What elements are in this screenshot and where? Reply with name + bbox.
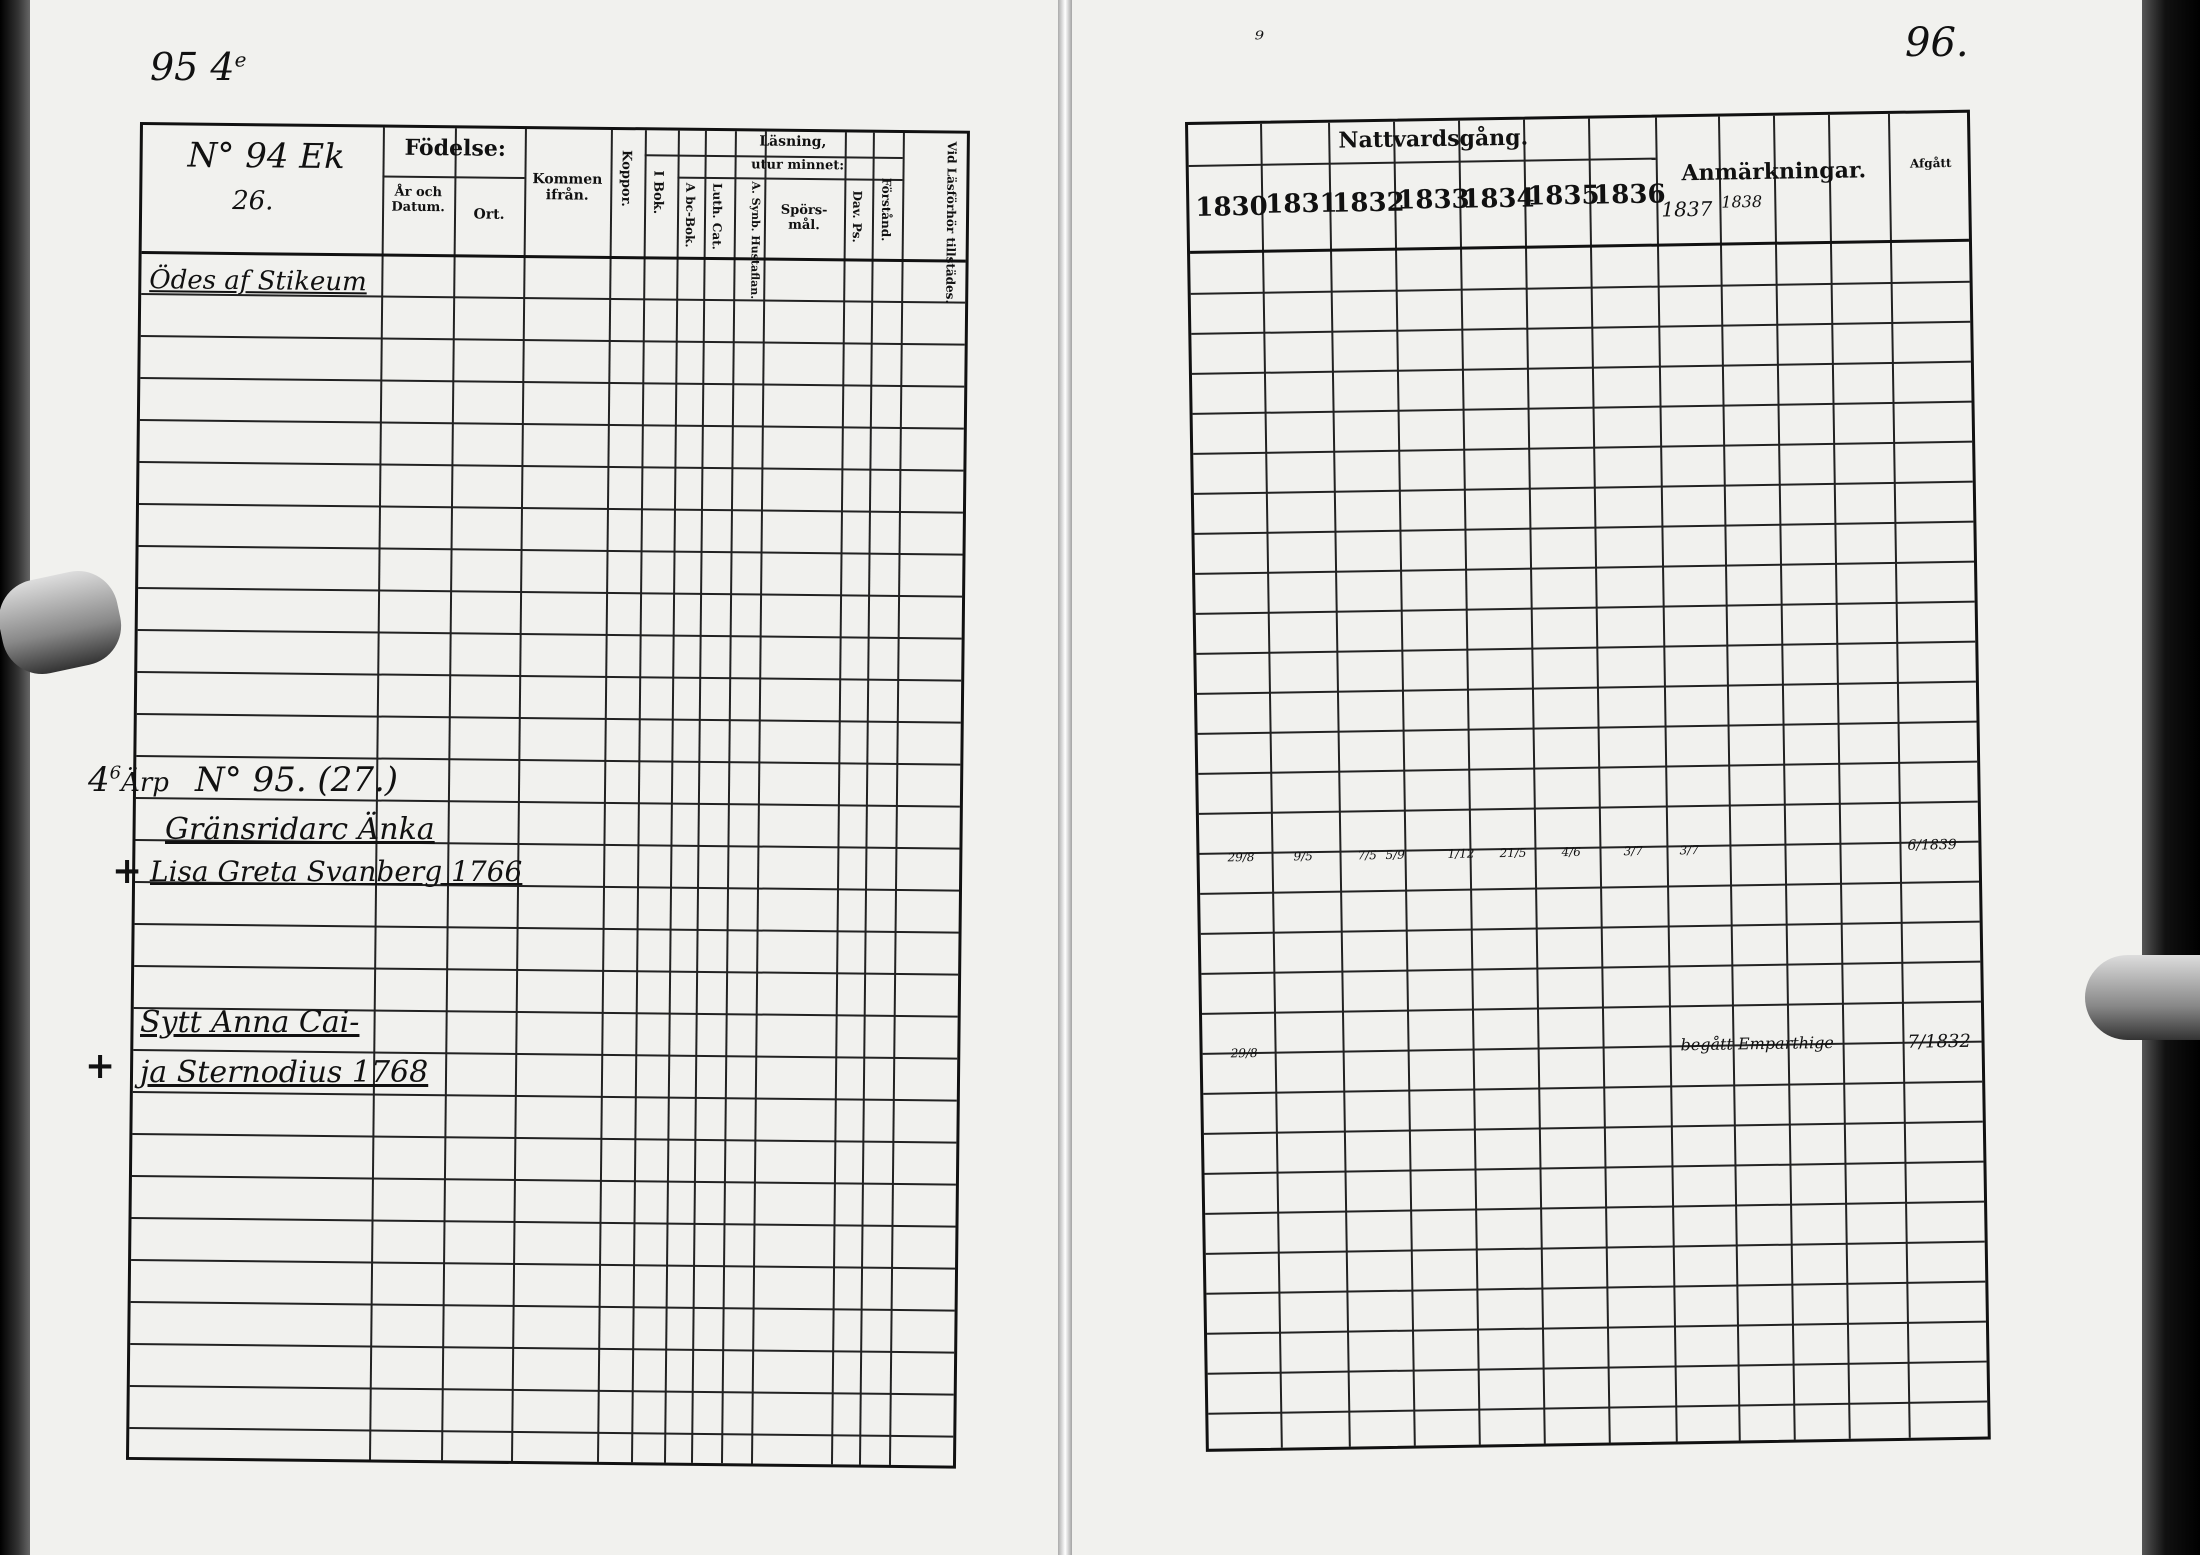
right-col-divider [1328,123,1351,1447]
right-ruled-row [1205,1201,1984,1215]
right-ruled-row [1200,881,1979,895]
header-nattvardsgang: Nattvardsgång. [1338,124,1529,154]
right-ruled-row [1203,1041,1982,1055]
row1-mark-1832a: 7/5 [1357,848,1377,863]
book-edge-right [2142,0,2200,1555]
year-1832: 1832 [1332,187,1405,219]
year-1834: 1834 [1462,183,1535,215]
left-col-divider [664,131,680,1463]
left-ruled-row [139,503,963,514]
right-ruled-row [1198,761,1977,775]
right-ruled-row [1192,361,1971,375]
right-col-divider [1523,120,1546,1444]
header-afgatt: Afgått [1909,155,1952,171]
row1-mark-1837: 3/7 [1679,843,1699,858]
right-col-divider [1655,118,1678,1442]
left-ruled-row [134,965,958,976]
header-ort: Ort. [473,206,505,223]
year-1835: 1835 [1526,180,1600,212]
right-ruled-row [1196,641,1975,655]
header-lasning: Läsning, [759,133,827,151]
row1-mark-1830: 29/8 [1227,849,1255,865]
left-ruled-row [132,1175,956,1186]
entry-95-cross1: + [112,850,143,892]
book-edge-left [0,0,30,1555]
right-ruled-row [1193,401,1972,415]
entry-95-line1: Gränsridarc Änka [165,812,435,847]
thumb-right [2085,955,2200,1040]
left-ruled-row [132,1217,956,1228]
row2-note: begått Emparthige [1680,1032,1834,1055]
left-col-divider [751,132,767,1464]
header-koppor: Koppor. [618,150,634,207]
entry-95-line2: Lisa Greta Svanberg 1766 [150,855,523,888]
left-ruled-row [131,1301,955,1312]
right-ruled-row [1191,321,1970,335]
right-ruled-row [1207,1321,1986,1335]
entry-95-margin: $4^6Ärp$ [88,760,169,800]
left-page-number: 95 4e [150,45,247,89]
left-col-divider [441,128,457,1460]
row2-mark-1830: 29/8 [1230,1045,1258,1061]
left-col-divider [691,131,707,1463]
right-ruled-row [1206,1241,1985,1255]
right-ruled-row [1202,1001,1981,1015]
entry-95-number: N° 95. (27.) [195,760,399,800]
right-ruled-row [1193,441,1972,455]
right-col-divider [1888,114,1911,1438]
right-ruled-row [1196,601,1975,615]
row2-afgatt: 7/1832 [1907,1030,1972,1053]
left-col-divider [511,129,527,1461]
right-ruled-row [1195,561,1974,575]
left-ruled-row [138,629,962,640]
right-top-mark: ⁹ [1255,28,1264,53]
row1-mark-1835: 4/6 [1561,844,1581,860]
year-1833: 1833 [1397,184,1470,216]
header-sporsmal: Spörs-mål. [780,202,828,234]
left-ruled-row [137,713,961,724]
right-col-divider [1588,119,1611,1443]
entry-95-cross2: + [85,1045,116,1087]
right-col-divider [1773,116,1796,1440]
left-ruled-row [129,1427,953,1438]
right-ruled-row [1191,281,1970,295]
header-i-bok: I Bok. [650,170,666,215]
left-ruled-row [140,377,964,388]
left-ruled-row [138,587,962,598]
header-abc-bok: A bc-Bok. [682,182,698,248]
header-luth-cat: Luth. Cat. [709,182,725,250]
left-ruled-row [139,461,963,472]
row1-mark-1832b: 5/9 [1385,847,1405,862]
year-1836: 1836 [1592,179,1666,211]
left-ruled-row [135,923,959,934]
left-ruled-row [131,1259,955,1270]
header-a-synb: A. Synb. Hustaflan. [748,181,763,300]
right-ruled-row [1194,521,1973,535]
year-1831: 1831 [1265,188,1338,220]
left-ruled-row [141,335,965,346]
row1-mark-1834: 1/12 [1447,846,1475,861]
left-col-divider [597,130,613,1462]
right-ruled-row [1194,481,1973,495]
right-col-divider [1260,124,1283,1448]
right-ruled-row [1205,1161,1984,1175]
left-col-divider [631,130,647,1462]
right-col-divider [1828,115,1851,1439]
nattvard-underline [1189,158,1656,167]
row1-mark-1834b: 21/5 [1499,845,1527,861]
left-ruled-row [132,1133,956,1144]
right-col-divider [1458,121,1481,1445]
left-ruled-row [139,545,963,556]
right-ruled-row [1204,1121,1983,1135]
left-col-divider [831,132,847,1464]
right-register-grid [1185,110,1991,1452]
left-ruled-row [130,1343,954,1354]
row1-mark-1836: 3/7 [1623,843,1643,859]
year-1838: 1838 [1721,191,1763,212]
row1-afgatt: 6/1839 [1907,836,1957,854]
left-col-divider [889,133,905,1465]
right-ruled-row [1201,921,1980,935]
right-header-bottom-rule [1190,239,1969,254]
entry-94-number: N° 94 Ek [187,135,345,178]
left-col-divider [721,131,737,1463]
header-dav-ps: Dav. Ps. [849,190,865,243]
entry-94-note: Ödes af Stikeum [149,265,367,298]
header-vid-lasforhor: Vid Läsförhör tillstädes. [943,141,959,304]
year-1830: 1830 [1195,191,1268,223]
left-ruled-row [130,1385,954,1396]
right-ruled-row [1201,961,1980,975]
header-forstand: Förstånd. [878,177,894,242]
entry-95-line3: Sytt Anna Cai- [140,1005,360,1040]
right-ruled-row [1197,681,1976,695]
entry-94-sub: 26. [232,185,274,217]
left-ruled-row [133,1091,957,1102]
header-anmarkningar: Anmärkningar. [1681,157,1867,187]
right-ruled-row [1206,1281,1985,1295]
right-ruled-row [1208,1361,1987,1375]
header-fodelse: Födelse: [404,134,507,162]
entry-95-line4: ja Sternodius 1768 [140,1055,429,1090]
header-ar-datum: År och Datum. [391,184,445,216]
right-col-divider [1718,117,1741,1441]
utur-minnet-underline [677,177,902,181]
header-bottom-rule [142,251,966,263]
right-ruled-row [1203,1081,1982,1095]
left-ruled-row [137,671,961,682]
year-1837: 1837 [1661,196,1713,222]
right-page-number: 96. [1905,20,1969,66]
left-col-divider [859,133,875,1465]
right-ruled-row [1199,801,1978,815]
right-ruled-row [1208,1401,1987,1415]
header-utur-minnet: utur minnet: [751,157,845,174]
header-kommen: Kommen ifrån. [532,171,603,204]
right-col-divider [1393,122,1416,1446]
row1-mark-1831: 9/5 [1293,849,1313,864]
left-ruled-row [140,419,964,430]
right-ruled-row [1198,721,1977,735]
